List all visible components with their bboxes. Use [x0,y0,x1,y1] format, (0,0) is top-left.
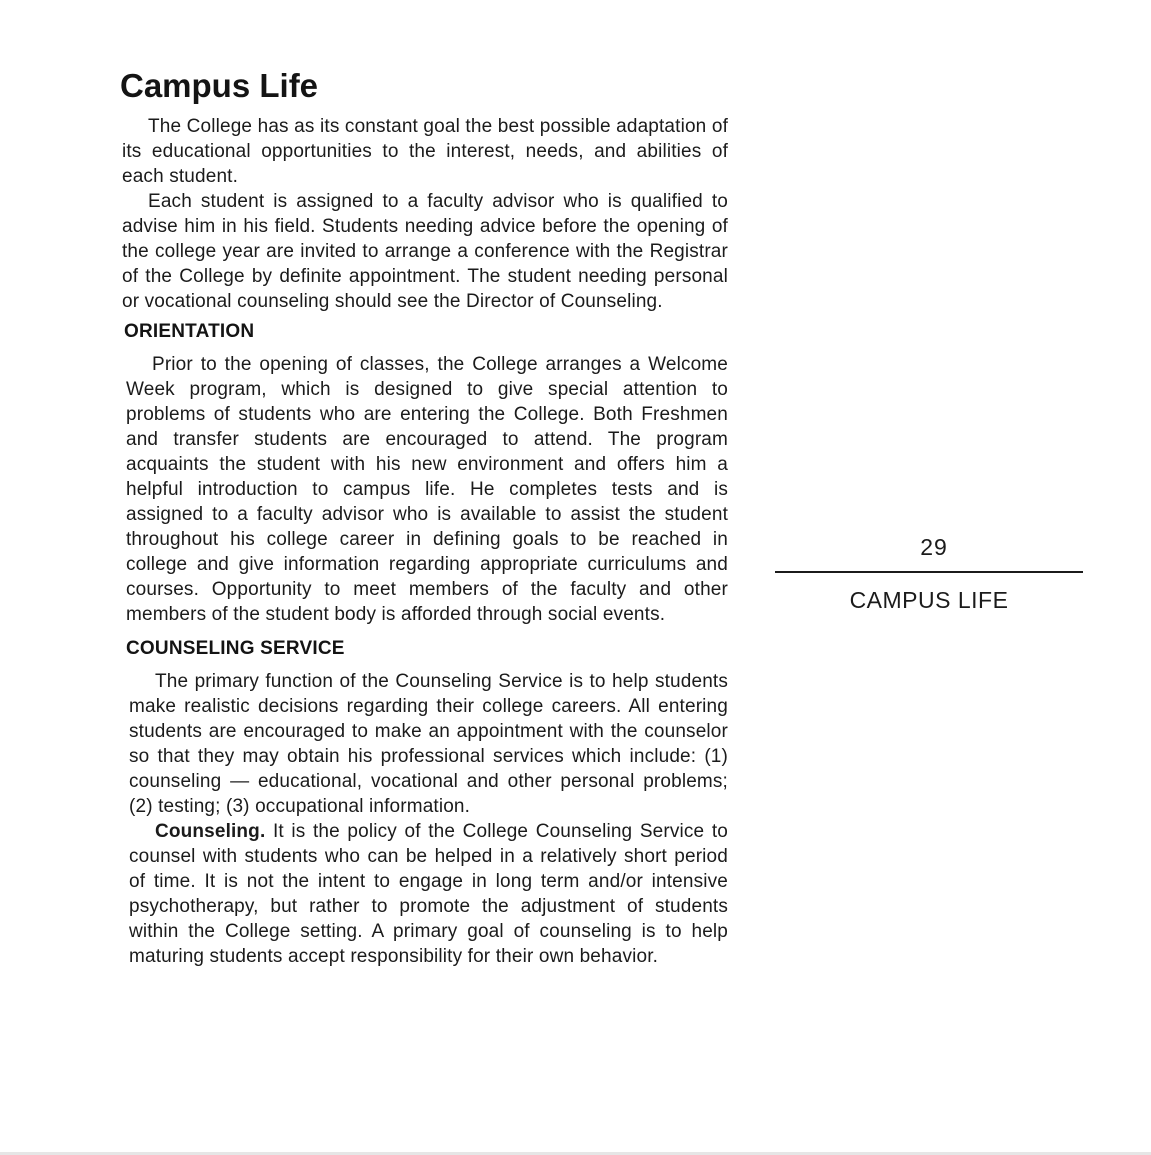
orientation-paragraph: Prior to the opening of classes, the College arranges a Welcome Week program, which is designed to give special attention to problems of students who are entering the College. Both Freshmen and transfer students are encouraged to attend. The program acquaints the student with his new environment and offers him a helpful introduction to campus life. He completes tests and is assigned to a faculty advisor who is available to assist the student throughout his college career in defining goals to be reached in college and give information regarding appropriate curriculums and courses. Opportunity to meet members of the faculty and other members of the student body is afforded through social events. [126,354,728,625]
divider-rule [775,571,1083,573]
page-number: 29 [920,534,948,560]
running-head: CAMPUS LIFE [849,587,1009,613]
orientation-heading: ORIENTATION [124,321,255,342]
intro-paragraph-1: The College has as its constant goal the best possible adaptation of its educational opportunities to the interest, needs, and abilities of each student. [122,116,728,187]
intro-section [120,114,728,314]
intro-paragraph-2: Each student is assigned to a faculty advisor who is qualified to advise him in his field. Students needing advice before the opening of the college year are invited to arrange a conference with the Registrar of the College by definite appointment. The student needing personal or vocational counseling should see the Director of Counseling. [122,191,728,312]
page-title: Campus Life [120,67,319,104]
counseling-text: It is the policy of the College Counseling Service to counsel with students who can be helped in a relatively short period of time. It is not the intent to engage in long term and/or intensive psychotherapy, but rather to promote the adjustment of students within the College setting. A primary goal of counseling is to help maturing students accept responsibility for their own behavior. [129,821,728,967]
counseling-paragraph [129,819,728,969]
counseling-service-section [120,637,728,969]
counseling-service-paragraph: The primary function of the Counseling Service is to help students make realistic decisions regarding their college careers. All entering students are encouraged to make an appointment with the counselor so that they may obtain his professional services which include: (1) counseling — educational, vocational and other personal problems; (2) testing; (3) occupational information. [129,671,728,817]
counseling-lead: Counseling. [155,821,266,842]
orientation-section [120,320,728,627]
counseling-service-heading: COUNSELING SERVICE [126,638,345,659]
page-marker [775,532,1083,615]
main-column [120,66,728,969]
